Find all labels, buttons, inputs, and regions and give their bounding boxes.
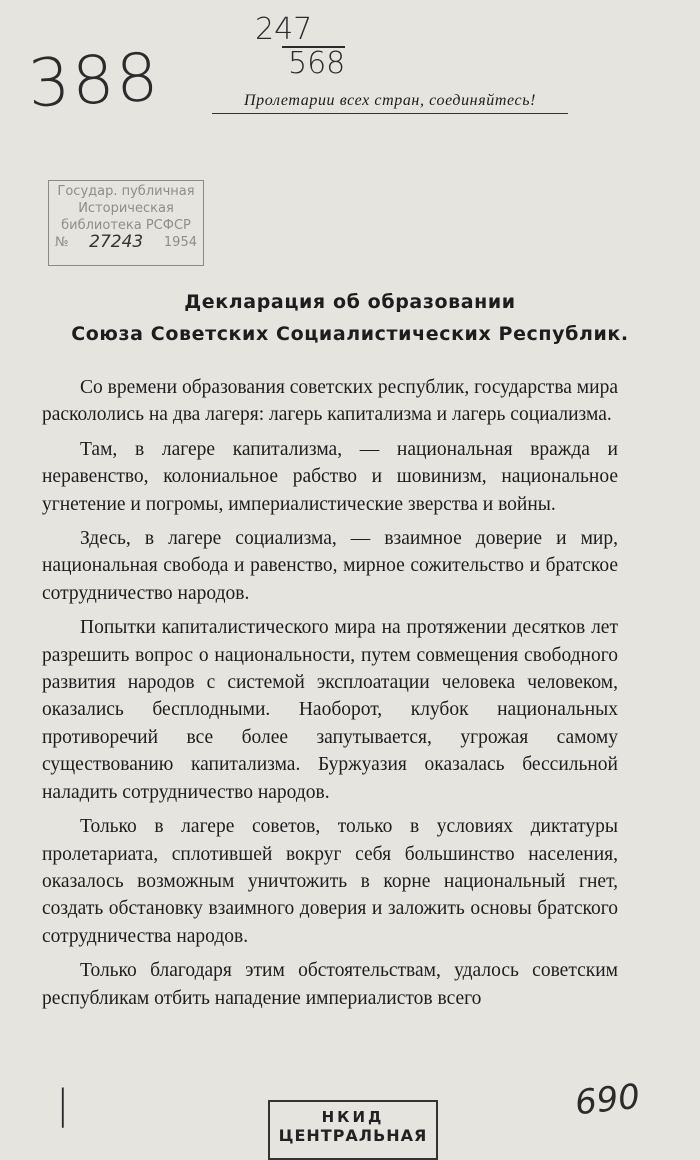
handwritten-page-number: 690: [573, 1076, 642, 1124]
handwritten-catalog-number: 388: [26, 38, 162, 123]
stamp-line-1: Государ. публичная: [57, 184, 195, 199]
slogan: Пролетарии всех стран, соединяйтесь!: [212, 92, 568, 114]
title-line-2: Союза Советских Социалистических Республик.: [71, 323, 629, 345]
shelf-mark-lower: 568: [282, 46, 345, 80]
library-stamp: [48, 180, 204, 266]
stamp-year: 1954: [163, 235, 197, 250]
shelf-mark-upper: 247: [255, 12, 313, 47]
nkid-stamp: [268, 1100, 438, 1160]
stamp-line-3: библиотека РСФСР: [61, 218, 191, 233]
nkid-stamp-line-1: НКИД: [321, 1108, 385, 1126]
handwritten-shelf-mark: [222, 14, 345, 80]
title-line-1: Декларация об образовании: [184, 291, 516, 313]
document-body: [42, 374, 618, 1019]
margin-mark: |: [56, 1082, 70, 1128]
paragraph: Только в лагере советов, только в условиях диктатуры пролетариата, сплотившей вокруг себя большинство населения, оказалось возможным уничтожить в корне национальный гнет, создать обстановку взаимного доверия и заложить основы братского сотрудничества народов.: [42, 816, 618, 947]
stamp-number-row: [49, 234, 203, 251]
stamp-no-label: №: [55, 235, 69, 250]
stamp-line-2: Историческая: [78, 201, 174, 216]
stamp-handwritten-number: 27243: [89, 232, 144, 252]
paragraph: Попытки капиталистического мира на протяжении десятков лет разрешить вопрос о национальности, путем совмещения свободного развития народов с системой эксплоатации человека человеком, оказались бесплодными. Наоборот, клубок национальных противоречий все более запутывается, угрожая самому существованию капитализма. Буржуазия оказалась бессильной наладить сотрудничество народов.: [42, 617, 618, 803]
paragraph: Со времени образования советских республик, государства мира раскололись на два лагеря: лагерь капитализма и лагерь социализма.: [42, 377, 618, 426]
paragraph: Там, в лагере капитализма, — национальная вражда и неравенство, колониальное рабство и шовинизм, национальное угнетение и погромы, империалистические зверства и войны.: [42, 438, 618, 515]
nkid-stamp-line-2: ЦЕНТРАЛЬНАЯ: [278, 1126, 428, 1145]
paragraph: Здесь, в лагере социализма, — взаимное доверие и мир, национальная свобода и равенство, мирное сожительство и братское сотрудничество народов.: [42, 528, 618, 604]
paragraph: Только благодаря этим обстоятельствам, удалось советским республикам отбить нападение империалистов всего: [42, 960, 618, 1009]
document-title: [0, 286, 700, 350]
